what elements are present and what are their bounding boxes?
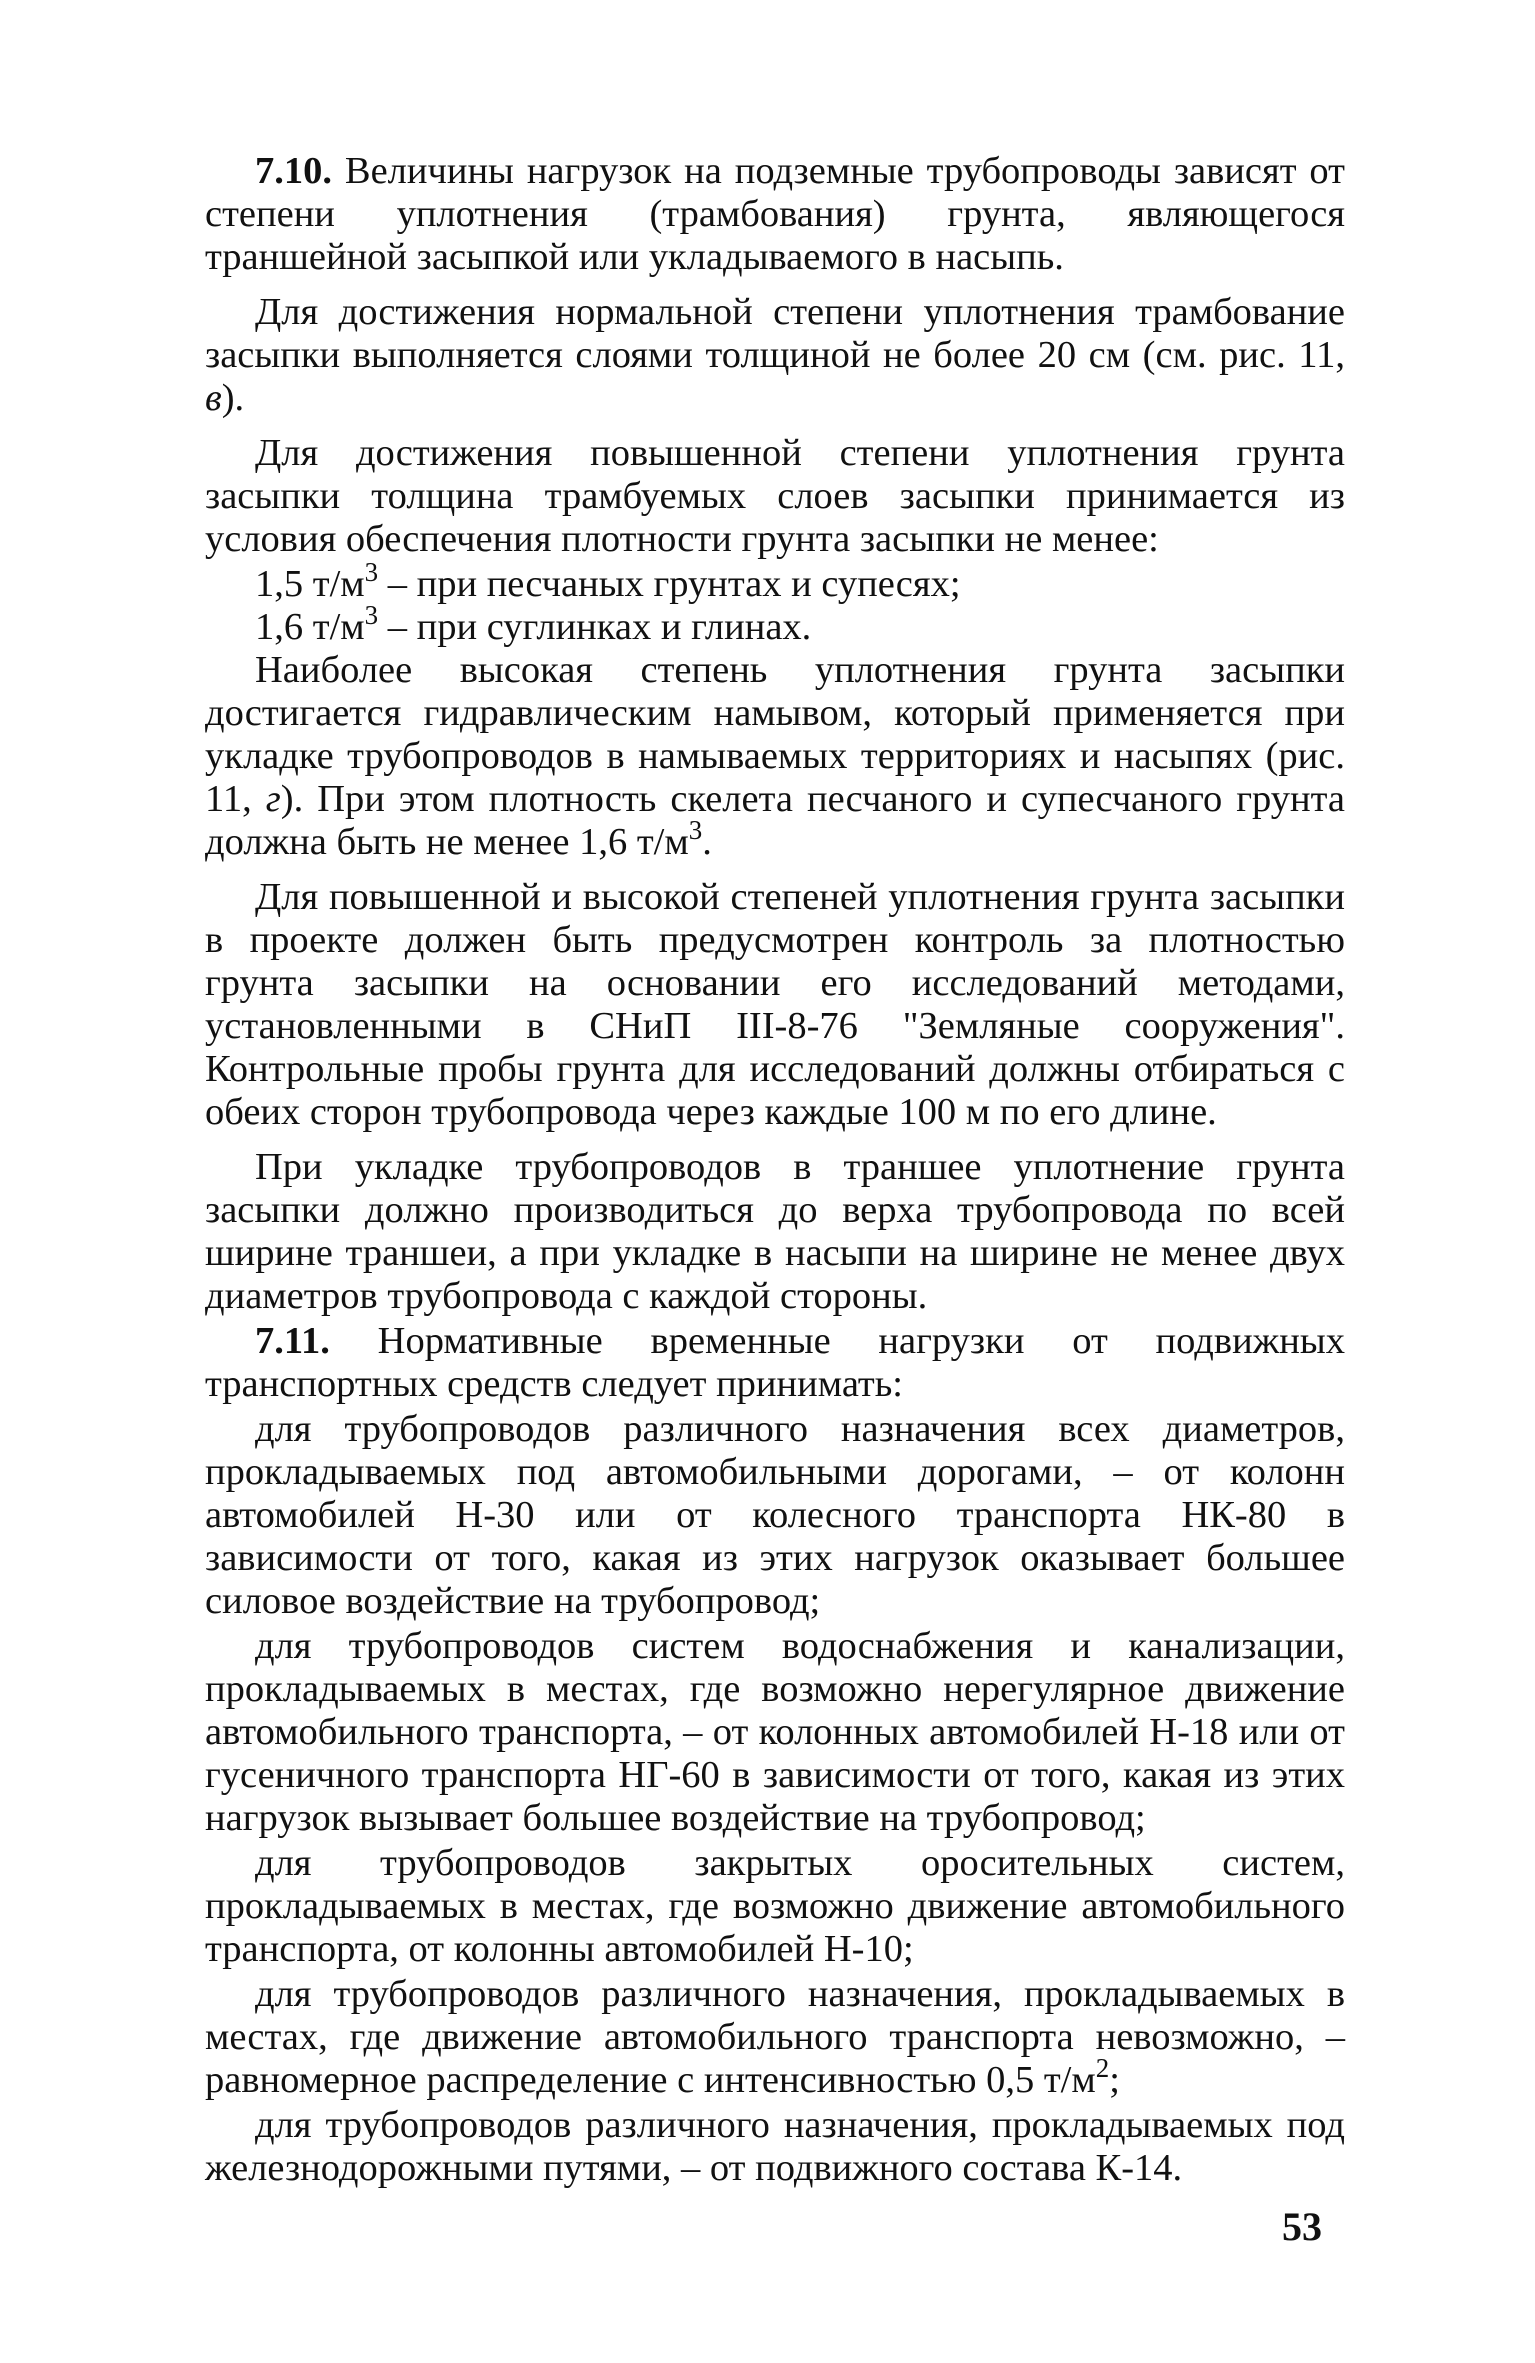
paragraph-text: Наиболее высокая степень уплотнения грунта засыпки достигается гидравлическим намывом, который применяется при укладке трубопроводов в намываемых территориях и насыпях (рис. 11, xyxy=(205,649,1345,820)
paragraph-text: Величины нагрузок на подземные трубопроводы зависят от степени уплотнения (трамбования) грунта, являющегося траншейной засыпкой или укладываемого в насыпь. xyxy=(205,150,1345,278)
document-page xyxy=(205,150,1345,2192)
paragraph-load-roads xyxy=(205,1408,1345,1623)
density-exponent: 3 xyxy=(364,600,379,631)
paragraph-load-water-supply xyxy=(205,1625,1345,1840)
section-number-7-11: 7.11. xyxy=(255,1320,330,1362)
density-value: 1,6 т/м xyxy=(255,606,365,648)
paragraph-text: При укладке трубопроводов в траншее уплотнение грунта засыпки должно производиться до верха трубопровода по всей ширине траншеи, а при укладке в насыпи на ширине не менее двух диаметров трубопровода с каждой стороны. xyxy=(205,1146,1345,1317)
paragraph-text: для трубопроводов систем водоснабжения и канализации, прокладываемых в местах, где возможно нерегулярное движение автомобильного транспорта, – от колонных автомобилей Н-18 или от гусеничного транспорта НГ-60 в зависимости от того, какая из этих нагрузок вызывает большее воздействие на трубопровод; xyxy=(205,1625,1345,1839)
paragraph-load-no-traffic xyxy=(205,1973,1345,2102)
paragraph-density-control xyxy=(205,876,1345,1134)
paragraph-load-railway xyxy=(205,2104,1345,2190)
paragraph-text: для трубопроводов закрытых оросительных систем, прокладываемых в местах, где возможно движение автомобильного транспорта, от колонны автомобилей Н-10; xyxy=(205,1842,1345,1970)
intensity-exponent: 2 xyxy=(1095,2053,1110,2084)
paragraph-text: Для повышенной и высокой степеней уплотнения грунта засыпки в проекте должен быть предусмотрен контроль за плотностью грунта засыпки на основании его исследований методами, установленными в СНиП III-8-76 "Земляные сооружения". Контрольные пробы грунта для исследований должны отбираться с обеих сторон трубопровода через каждые 100 м по его длине. xyxy=(205,876,1345,1133)
paragraph-7-10 xyxy=(205,150,1345,279)
paragraph-text: для трубопроводов различного назначения, прокладываемых под железнодорожными путями, – от подвижного состава К-14. xyxy=(205,2104,1345,2189)
paragraph-text: для трубопроводов различного назначения, прокладываемых в местах, где движение автомобильного транспорта невозможно, – равномерное распределение с интенсивностью 0,5 т/м xyxy=(205,1973,1345,2101)
paragraph-load-irrigation xyxy=(205,1842,1345,1971)
paragraph-text: Для достижения повышенной степени уплотнения грунта засыпки толщина трамбуемых слоев засыпки принимается из условия обеспечения плотности грунта засыпки не менее: xyxy=(205,432,1345,560)
paragraph-increased-compaction xyxy=(205,432,1345,561)
density-description: – при суглинках и глинах. xyxy=(378,606,812,648)
paragraph-text: Нормативные временные нагрузки от подвижных транспортных средств следует принимать: xyxy=(205,1320,1345,1405)
page-number: 53 xyxy=(1282,2204,1322,2249)
paragraph-text: Для достижения нормальной степени уплотнения трамбование засыпки выполняется слоями толщиной не более 20 см (см. рис. 11, xyxy=(205,291,1345,376)
paragraph-text-end: . xyxy=(702,821,712,863)
paragraph-normal-compaction xyxy=(205,291,1345,420)
section-number-7-10: 7.10. xyxy=(255,150,332,192)
density-value: 1,5 т/м xyxy=(255,563,365,605)
density-exponent: 3 xyxy=(364,557,379,588)
paragraph-trench-compaction xyxy=(205,1146,1345,1318)
paragraph-hydraulic-fill xyxy=(205,649,1345,864)
paragraph-text: для трубопроводов различного назначения всех диаметров, прокладываемых под автомобильными дорогами, – от колонн автомобилей Н-30 или от колесного транспорта НК-80 в зависимости от того, какая из этих нагрузок оказывает большее силовое воздействие на трубопровод; xyxy=(205,1408,1345,1622)
paragraph-text-end: ; xyxy=(1109,2059,1120,2101)
paragraph-text: ). При этом плотность скелета песчаного и супесчаного грунта должна быть не менее 1,6 т/м xyxy=(205,778,1345,863)
paragraph-text-end: ). xyxy=(221,377,245,419)
figure-ref-letter: в xyxy=(205,377,222,419)
density-exponent: 3 xyxy=(688,815,703,846)
paragraph-7-11 xyxy=(205,1320,1345,1406)
density-clay-soils xyxy=(205,600,1345,649)
figure-ref-letter: г xyxy=(265,778,281,820)
density-description: – при песчаных грунтах и супесях; xyxy=(378,563,961,605)
